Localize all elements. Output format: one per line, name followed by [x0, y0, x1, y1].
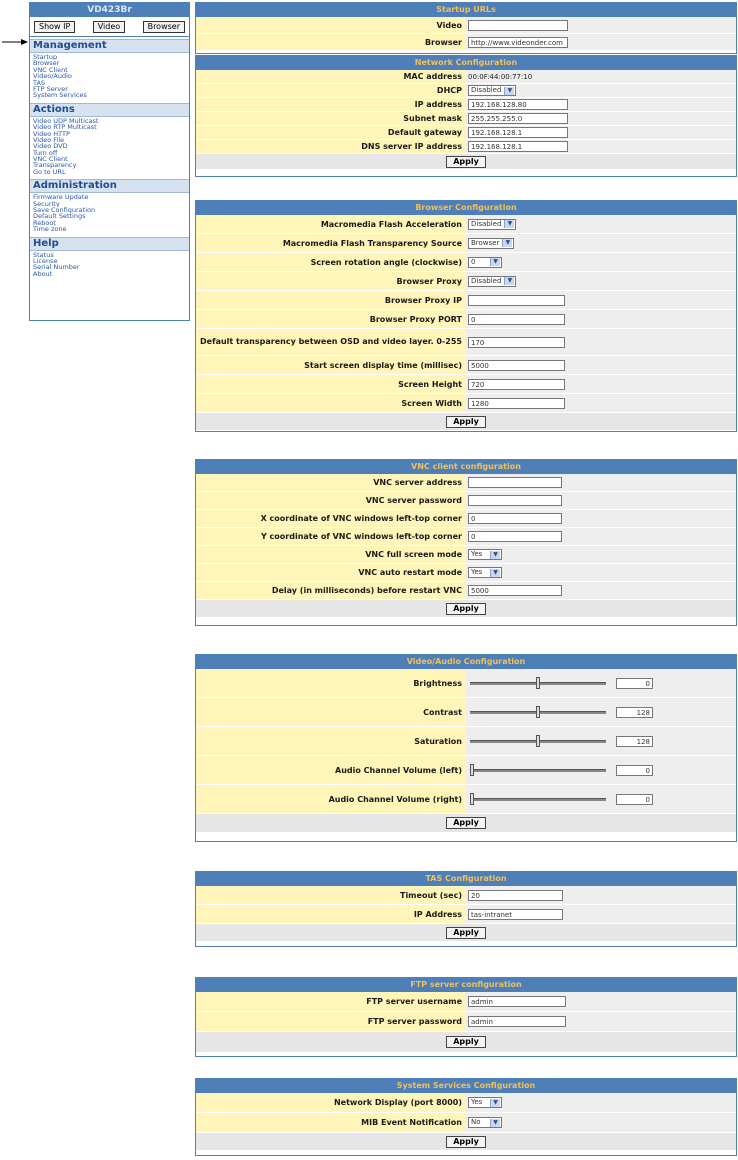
vnc-x-row — [196, 510, 736, 528]
chevron-down-icon: ▼ — [504, 277, 514, 285]
av-row — [196, 727, 736, 756]
field-label: Y coordinate of VNC windows left-top corner — [196, 528, 466, 545]
av-row — [196, 698, 736, 727]
chevron-down-icon: ▼ — [490, 258, 500, 266]
panel-title: VNC client configuration — [196, 460, 736, 474]
vnc-config-panel — [195, 459, 737, 626]
sidebar-link[interactable]: Go to URL — [33, 168, 66, 176]
av-row — [196, 756, 736, 785]
field-label: VNC full screen mode — [196, 546, 466, 563]
field-label: FTP server username — [196, 992, 466, 1011]
services-apply-button[interactable]: Apply — [446, 1136, 486, 1148]
av-row — [196, 669, 736, 698]
panel-title: Browser Configuration — [196, 201, 736, 215]
sidebar-link[interactable]: License — [33, 257, 58, 265]
field-label: FTP server password — [196, 1012, 466, 1031]
sidebar-link[interactable]: Status — [33, 251, 54, 258]
select-value: Disabled — [471, 86, 502, 94]
field-label: Browser Proxy PORT — [196, 310, 466, 328]
select-value: Disabled — [471, 219, 502, 228]
osd-row — [196, 329, 736, 356]
field-label: Contrast — [196, 698, 466, 726]
sidebar-link[interactable]: Default Settings — [33, 213, 86, 220]
vnc-restart-select[interactable] — [468, 567, 502, 578]
av-apply-button[interactable]: Apply — [446, 817, 486, 829]
dns-input[interactable]: 192.168.128.1 — [468, 141, 568, 152]
sidebar-link[interactable]: System Services — [33, 92, 87, 99]
ip-address-input[interactable]: 192.168.128.80 — [468, 99, 568, 110]
field-label: Browser Proxy — [196, 272, 466, 290]
sidebar-link-list — [30, 53, 189, 101]
field-label: Brightness — [196, 669, 466, 697]
sidebar-link[interactable]: Turn off — [33, 149, 58, 157]
mib-select[interactable] — [468, 1117, 502, 1128]
sidebar-link[interactable]: Video/Audio — [33, 73, 72, 80]
flash-acceleration-select[interactable] — [468, 219, 516, 230]
field-label: Macromedia Flash Transparency Source — [196, 234, 466, 252]
startup-urls-panel — [195, 2, 737, 54]
field-label: Default transparency between OSD and video layer. 0-255 — [196, 329, 466, 355]
select-value: 0 — [471, 257, 476, 266]
sidebar-link[interactable]: TAS — [33, 79, 46, 86]
panel-footer — [196, 1032, 736, 1052]
osd-transparency-input[interactable]: 170 — [468, 337, 565, 348]
field-label: VNC auto restart mode — [196, 564, 466, 581]
select-value: Yes — [471, 568, 483, 576]
sidebar-section-title: Actions — [30, 103, 189, 117]
panel-title: Startup URLs — [196, 3, 736, 17]
ip-row — [196, 98, 736, 112]
panel-title: FTP server configuration — [196, 978, 736, 992]
tas-timeout-row — [196, 886, 736, 905]
field-label: Video — [196, 17, 466, 33]
sidebar-title: VD423Br — [30, 3, 189, 17]
proxy-row — [196, 272, 736, 291]
ftp-password-input[interactable]: admin — [468, 1016, 566, 1027]
vnc-x-input[interactable]: 0 — [468, 513, 562, 524]
mac-value: 00:0F:44:00:77:10 — [466, 70, 736, 83]
panel-title: TAS Configuration — [196, 872, 736, 886]
browser-config-panel — [195, 200, 737, 432]
tas-ip-row — [196, 905, 736, 924]
tas-ip-input[interactable]: tas-intranet — [468, 909, 563, 920]
dns-row — [196, 140, 736, 154]
chevron-down-icon: ▼ — [504, 87, 514, 95]
tas-timeout-input[interactable]: 20 — [468, 890, 563, 901]
startup-video-row — [196, 17, 736, 34]
panel-title: System Services Configuration — [196, 1079, 736, 1093]
startup-browser-row — [196, 34, 736, 51]
vnc-fullscreen-row — [196, 546, 736, 564]
vnc-password-row — [196, 492, 736, 510]
field-label: Audio Channel Volume (left) — [196, 756, 466, 784]
sidebar-link[interactable]: VNC Client — [33, 156, 68, 163]
sidebar-link-list — [30, 193, 189, 234]
vnc-password-input[interactable] — [468, 495, 562, 506]
rotation-row — [196, 253, 736, 272]
vnc-address-input[interactable] — [468, 477, 562, 488]
sidebar-link[interactable]: Video DVD — [33, 143, 68, 150]
sidebar-link[interactable]: Video UDP Multicast — [33, 117, 99, 125]
show-ip-button[interactable]: Show IP — [34, 21, 75, 33]
field-label: Browser — [196, 34, 466, 50]
panel-footer — [196, 924, 736, 941]
av-rows — [196, 669, 736, 814]
dhcp-select[interactable] — [468, 85, 516, 96]
panel-title: Network Configuration — [196, 56, 736, 70]
sidebar-link[interactable]: Security — [33, 200, 60, 208]
start-time-row — [196, 356, 736, 375]
network-config-panel — [195, 55, 737, 177]
slider-track — [470, 769, 606, 772]
proxy-port-row — [196, 310, 736, 329]
sidebar-link-list — [30, 251, 189, 280]
sidebar-link[interactable]: Save Configuration — [33, 207, 96, 214]
panel-footer — [196, 413, 736, 430]
video-button[interactable]: Video — [93, 21, 125, 33]
sidebar-section-title: Administration — [30, 179, 189, 193]
screen-width-input[interactable]: 1280 — [468, 398, 565, 409]
mask-row — [196, 112, 736, 126]
field-label: VNC server address — [196, 474, 466, 491]
sidebar-link[interactable]: Transparency — [33, 162, 77, 169]
slider-thumb[interactable] — [536, 735, 540, 747]
sidebar-link[interactable]: FTP Server — [33, 85, 68, 93]
slider[interactable] — [470, 735, 606, 747]
system-services-panel — [195, 1078, 737, 1156]
panel-footer — [196, 814, 736, 832]
screen-height-input[interactable]: 720 — [468, 379, 565, 390]
chevron-down-icon: ▼ — [502, 239, 512, 247]
av-row — [196, 785, 736, 814]
field-label: DHCP — [196, 84, 466, 97]
slider-thumb[interactable] — [470, 793, 474, 805]
proxy-ip-input[interactable] — [468, 295, 565, 306]
width-row — [196, 394, 736, 413]
sidebar-section-title: Help — [30, 237, 189, 251]
sidebar-link[interactable]: Time zone — [33, 226, 67, 233]
field-label: Macromedia Flash Acceleration — [196, 215, 466, 233]
ftp-username-input[interactable]: admin — [468, 996, 566, 1007]
chevron-down-icon: ▼ — [490, 1119, 500, 1127]
field-label: X coordinate of VNC windows left-top corner — [196, 510, 466, 527]
chevron-down-icon: ▼ — [490, 551, 500, 559]
field-label: MIB Event Notification — [196, 1113, 466, 1132]
field-label: Default gateway — [196, 126, 466, 139]
select-value: Browser — [471, 238, 500, 247]
tas-config-panel — [195, 871, 737, 947]
sidebar-link[interactable]: Video RTP Multicast — [33, 124, 97, 131]
field-label: MAC address — [196, 70, 466, 83]
tas-apply-button[interactable]: Apply — [446, 927, 486, 939]
proxy-port-input[interactable]: 0 — [468, 314, 565, 325]
field-label: Network Display (port 8000) — [196, 1093, 466, 1112]
slider[interactable] — [470, 706, 606, 718]
panel-footer — [196, 600, 736, 617]
slider-thumb[interactable] — [536, 706, 540, 718]
field-label: Screen Height — [196, 375, 466, 393]
ftp-pass-row — [196, 1012, 736, 1032]
proxy-ip-row — [196, 291, 736, 310]
chevron-down-icon: ▼ — [504, 220, 514, 228]
start-time-input[interactable]: 5000 — [468, 360, 565, 371]
slider[interactable] — [470, 793, 606, 805]
vnc-delay-input[interactable]: 5000 — [468, 585, 562, 596]
chevron-down-icon: ▼ — [490, 569, 500, 577]
ftp-apply-button[interactable]: Apply — [446, 1036, 486, 1048]
field-label: Subnet mask — [196, 112, 466, 125]
slider-value-input[interactable]: 128 — [616, 736, 653, 747]
select-value: Yes — [471, 550, 483, 558]
slider-value-input[interactable]: 0 — [616, 678, 653, 689]
field-label: Timeout (sec) — [196, 886, 466, 904]
slider-thumb[interactable] — [470, 764, 474, 776]
transparency-source-select[interactable] — [468, 238, 514, 249]
mac-row — [196, 70, 736, 84]
sidebar-sections — [30, 39, 189, 279]
sidebar-link[interactable]: Video HTTP — [33, 130, 70, 137]
field-label: Screen rotation angle (clockwise) — [196, 253, 466, 271]
slider[interactable] — [470, 677, 606, 689]
sidebar — [29, 2, 190, 321]
ftp-user-row — [196, 992, 736, 1012]
chevron-down-icon: ▼ — [490, 1099, 500, 1107]
gateway-row — [196, 126, 736, 140]
sidebar-link[interactable]: Startup — [33, 54, 58, 61]
startup-browser-input[interactable]: http://www.videonder.com — [468, 37, 568, 48]
sidebar-link[interactable]: Browser — [33, 60, 60, 67]
select-value: No — [471, 1118, 481, 1126]
dhcp-row — [196, 84, 736, 98]
slider-thumb[interactable] — [536, 677, 540, 689]
field-label: Delay (in milliseconds) before restart VNC — [196, 582, 466, 599]
field-label: Browser Proxy IP — [196, 291, 466, 309]
slider-value-input[interactable]: 128 — [616, 707, 653, 718]
mib-row — [196, 1113, 736, 1133]
panel-footer — [196, 1133, 736, 1150]
panel-title: Video/Audio Configuration — [196, 655, 736, 669]
rotation-select[interactable] — [468, 257, 502, 268]
flash-row — [196, 215, 736, 234]
slider-value-input[interactable]: 0 — [616, 765, 653, 776]
browser-apply-button[interactable]: Apply — [446, 416, 486, 428]
slider-value-input[interactable]: 0 — [616, 794, 653, 805]
field-label: Screen Width — [196, 394, 466, 412]
sidebar-buttons — [30, 17, 189, 37]
ftp-config-panel — [195, 977, 737, 1057]
sidebar-section-title: Management — [30, 39, 189, 53]
transparency-row — [196, 234, 736, 253]
vnc-address-row — [196, 474, 736, 492]
vnc-y-input[interactable]: 0 — [468, 531, 562, 542]
field-label: VNC server password — [196, 492, 466, 509]
height-row — [196, 375, 736, 394]
gateway-input[interactable]: 192.168.128.1 — [468, 127, 568, 138]
startup-video-input[interactable] — [468, 20, 568, 31]
vnc-apply-button[interactable]: Apply — [446, 603, 486, 615]
sidebar-link[interactable]: About — [33, 270, 53, 278]
sidebar-link[interactable]: Reboot — [33, 219, 56, 227]
field-label: DNS server IP address — [196, 140, 466, 153]
sidebar-link[interactable]: Video File — [33, 136, 65, 144]
vnc-fullscreen-select[interactable] — [468, 549, 502, 560]
field-label: Saturation — [196, 727, 466, 755]
select-value: Disabled — [471, 276, 502, 285]
sidebar-link[interactable]: Serial Number — [33, 264, 80, 271]
select-value: Yes — [471, 1098, 483, 1106]
network-display-row — [196, 1093, 736, 1113]
video-audio-config-panel — [195, 654, 737, 842]
sidebar-link[interactable]: Firmware Update — [33, 194, 89, 201]
network-display-select[interactable] — [468, 1097, 502, 1108]
vnc-y-row — [196, 528, 736, 546]
sidebar-link-list — [30, 117, 189, 178]
vnc-delay-row — [196, 582, 736, 600]
field-label: Start screen display time (millisec) — [196, 356, 466, 374]
field-label: IP Address — [196, 905, 466, 923]
browser-button[interactable]: Browser — [143, 21, 185, 33]
subnet-mask-input[interactable]: 255.255.255.0 — [468, 113, 568, 124]
slider[interactable] — [470, 764, 606, 776]
vnc-restart-row — [196, 564, 736, 582]
slider-track — [470, 798, 606, 801]
pointer-arrow-icon — [2, 38, 28, 46]
field-label: IP address — [196, 98, 466, 111]
network-apply-button[interactable]: Apply — [446, 156, 486, 168]
panel-footer — [196, 154, 736, 169]
sidebar-link[interactable]: VNC Client — [33, 66, 68, 74]
field-label: Audio Channel Volume (right) — [196, 785, 466, 813]
proxy-select[interactable] — [468, 276, 516, 287]
